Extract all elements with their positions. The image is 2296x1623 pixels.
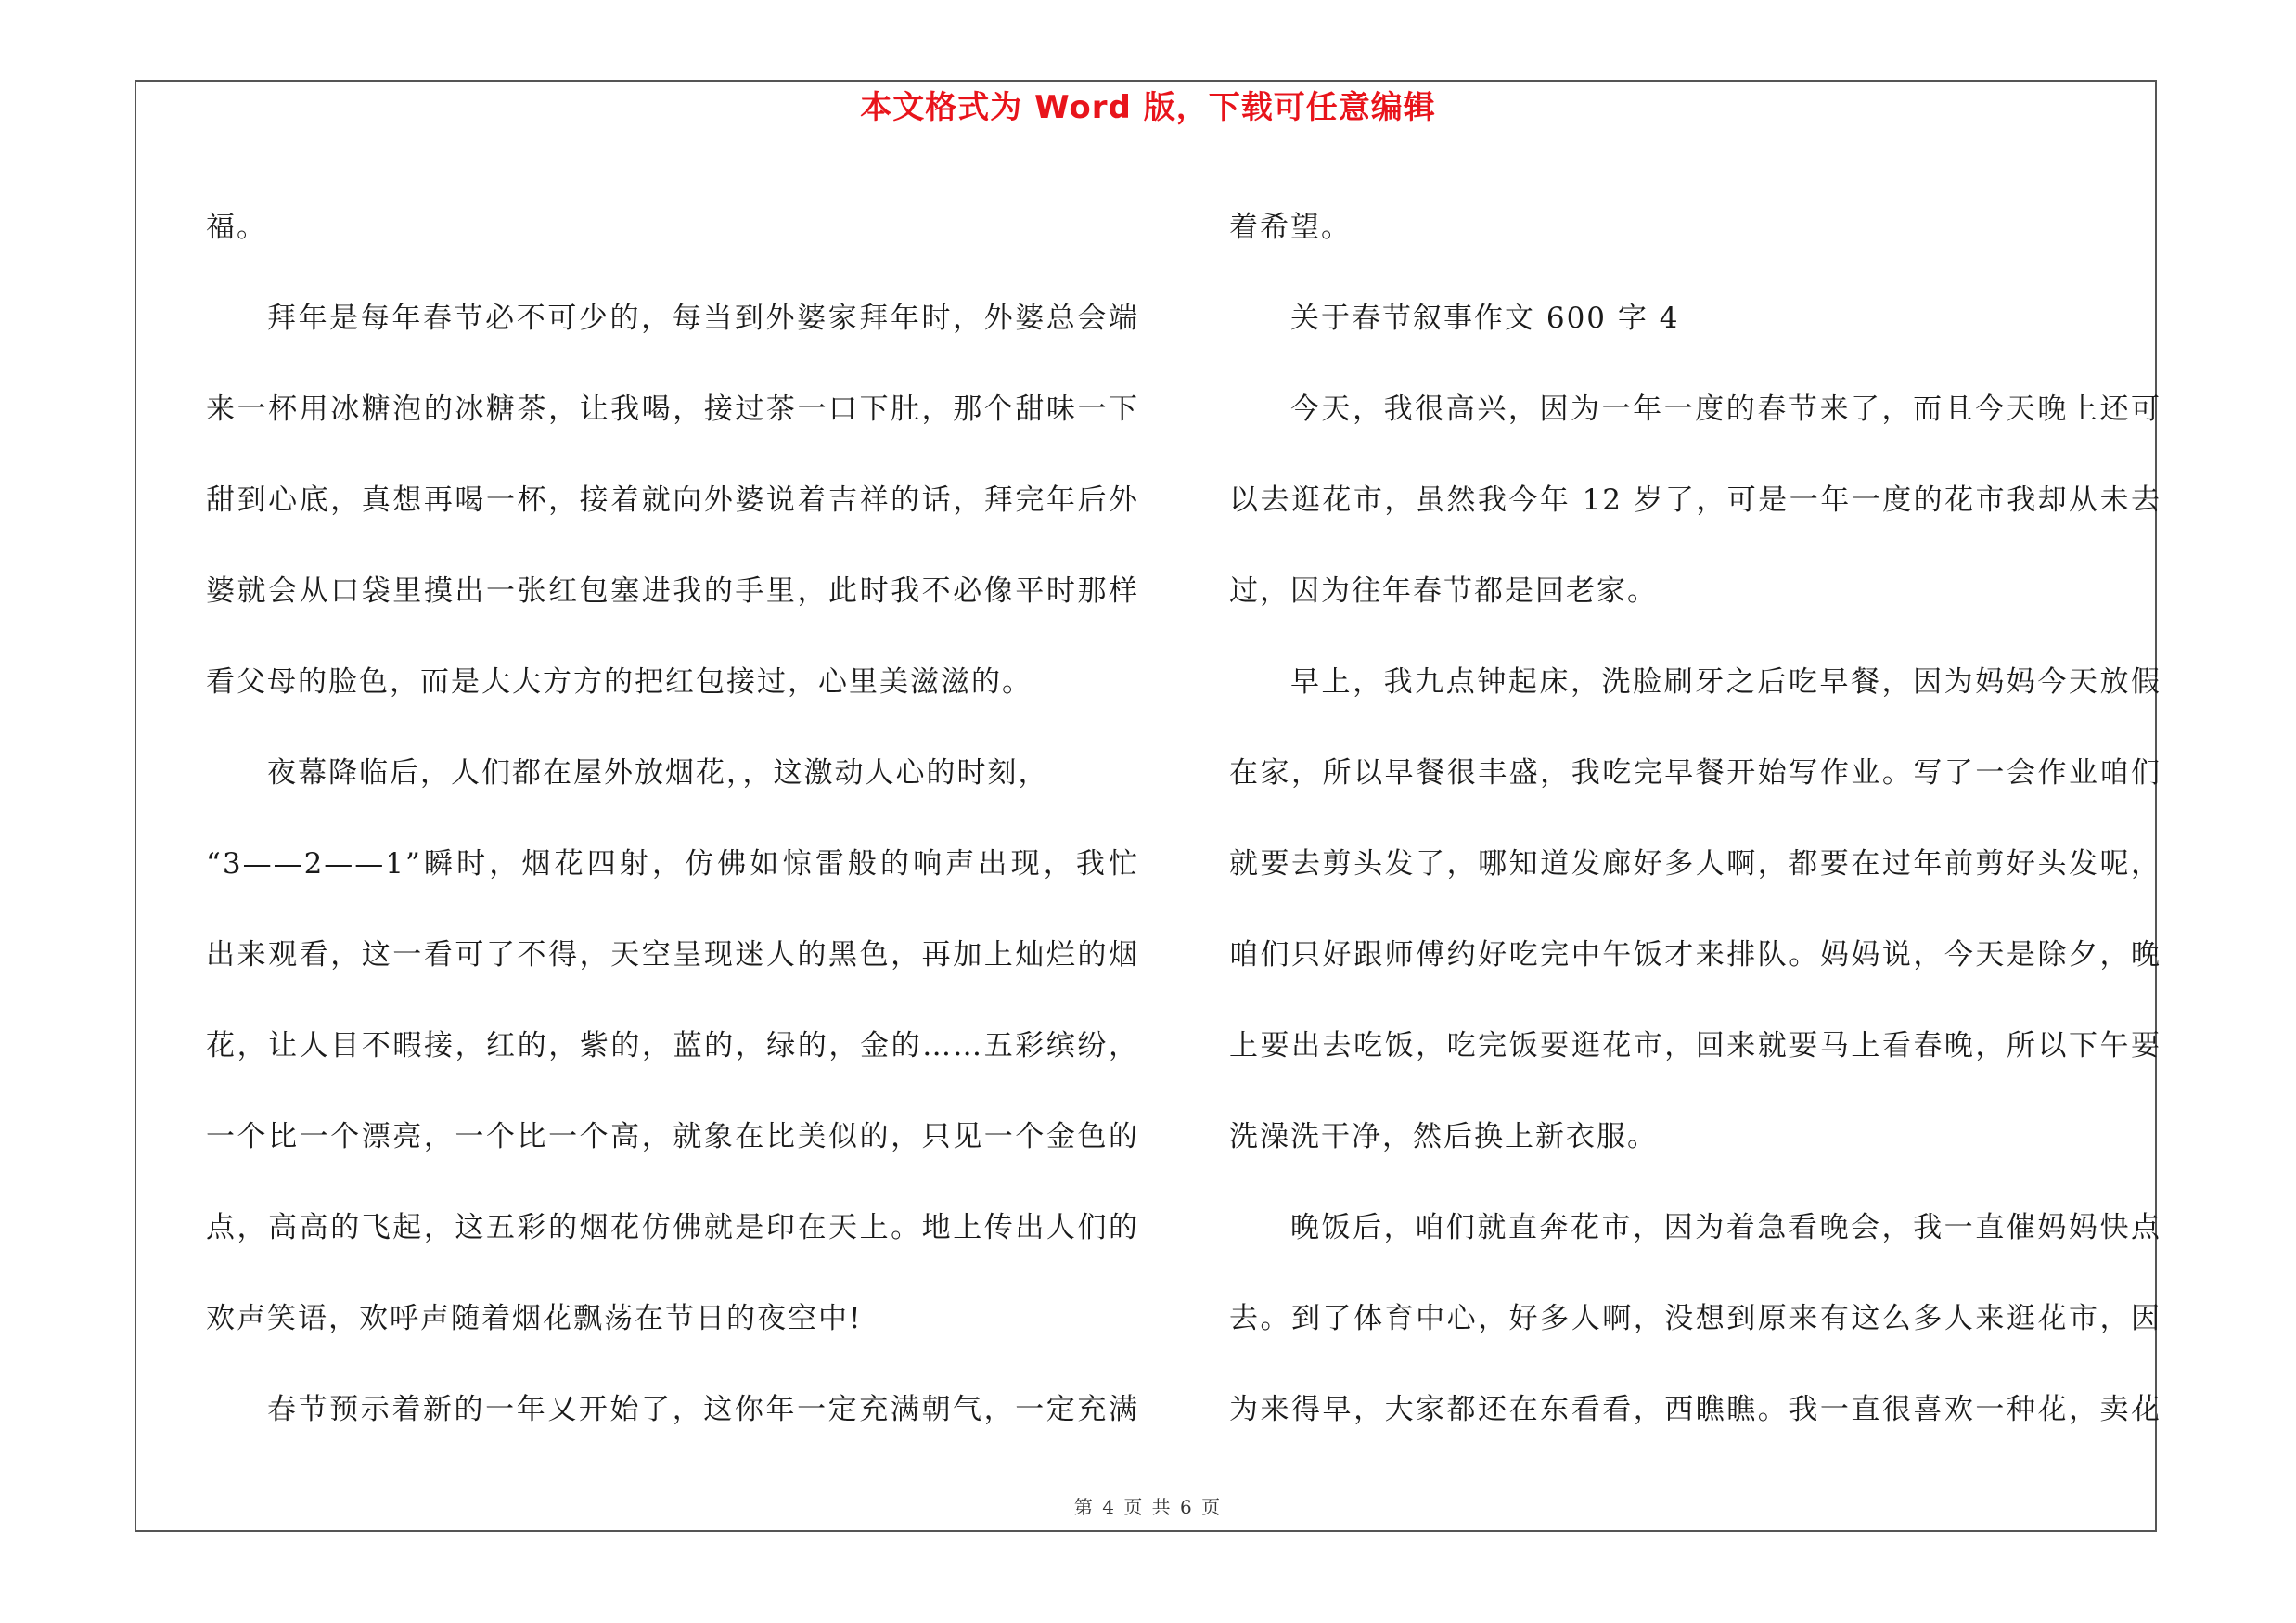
text-line: 来一杯用冰糖泡的冰糖茶，让我喝，接过茶一口下肚，那个甜味一下: [206, 393, 1139, 426]
text-line: 看父母的脸色，而是大大方方的把红包接过，心里美滋滋的。: [206, 665, 1033, 699]
text-line: 咱们只好跟师傅约好吃完中午饭才来排队。妈妈说，今天是除夕，晚: [1229, 938, 2161, 972]
text-line: 早上，我九点钟起床，洗脸刷牙之后吃早餐，因为妈妈今天放假: [1290, 665, 2161, 699]
text-line: 甜到心底，真想再喝一杯，接着就向外婆说着吉祥的话，拜完年后外: [206, 483, 1139, 517]
text-line: 花，让人目不暇接，红的，紫的，蓝的，绿的，金的……五彩缤纷，: [206, 1029, 1139, 1063]
text-line: 夜幕降临后，人们都在屋外放烟花，，这激动人心的时刻，: [267, 756, 1049, 790]
document-banner: 本文格式为 Word 版，下载可任意编辑: [860, 89, 1436, 126]
right-text-column: [1229, 182, 2161, 1455]
section-heading: 关于春节叙事作文 600 字 4: [1290, 302, 1680, 335]
text-line: 婆就会从口袋里摸出一张红包塞进我的手里，此时我不必像平时那样: [206, 574, 1139, 608]
text-line: 春节预示着新的一年又开始了，这你年一定充满朝气，一定充满: [267, 1393, 1139, 1426]
text-line: 洗澡洗干净，然后换上新衣服。: [1229, 1120, 1658, 1153]
text-line: 着希望。: [1229, 211, 1352, 244]
text-line: 晚饭后，咱们就直奔花市，因为着急看晚会，我一直催妈妈快点: [1290, 1211, 2161, 1244]
text-line: 点，高高的飞起，这五彩的烟花仿佛就是印在天上。地上传出人们的: [206, 1211, 1139, 1244]
text-line: 就要去剪头发了，哪知道发廊好多人啊，都要在过年前剪好头发呢，: [1229, 847, 2161, 881]
text-line: 一个比一个漂亮，一个比一个高，就象在比美似的，只见一个金色的: [206, 1120, 1139, 1153]
page-number: 第 4 页 共 6 页: [1073, 1496, 1223, 1518]
text-line: 过，因为往年春节都是回老家。: [1229, 574, 1658, 608]
text-line: 福。: [206, 211, 267, 244]
text-line: 在家，所以早餐很丰盛，我吃完早餐开始写作业。写了一会作业咱们: [1229, 756, 2161, 790]
text-line: 为来得早，大家都还在东看看，西瞧瞧。我一直很喜欢一种花，卖花: [1229, 1393, 2161, 1426]
text-line: 去。到了体育中心，好多人啊，没想到原来有这么多人来逛花市，因: [1229, 1302, 2161, 1335]
text-line: 出来观看，这一看可了不得，天空呈现迷人的黑色，再加上灿烂的烟: [206, 938, 1139, 972]
text-line: 上要出去吃饭，吃完饭要逛花市，回来就要马上看春晚，所以下午要: [1229, 1029, 2161, 1063]
left-text-column: [206, 182, 1139, 1455]
text-line: 今天，我很高兴，因为一年一度的春节来了，而且今天晚上还可: [1290, 393, 2161, 426]
text-line: 以去逛花市，虽然我今年 12 岁了，可是一年一度的花市我却从未去: [1229, 483, 2161, 517]
text-line: “3——2——1”瞬时，烟花四射，仿佛如惊雷般的响声出现，我忙: [206, 847, 1139, 881]
text-line: 拜年是每年春节必不可少的，每当到外婆家拜年时，外婆总会端: [267, 302, 1139, 335]
text-line: 欢声笑语，欢呼声随着烟花飘荡在节日的夜空中!: [206, 1302, 863, 1335]
